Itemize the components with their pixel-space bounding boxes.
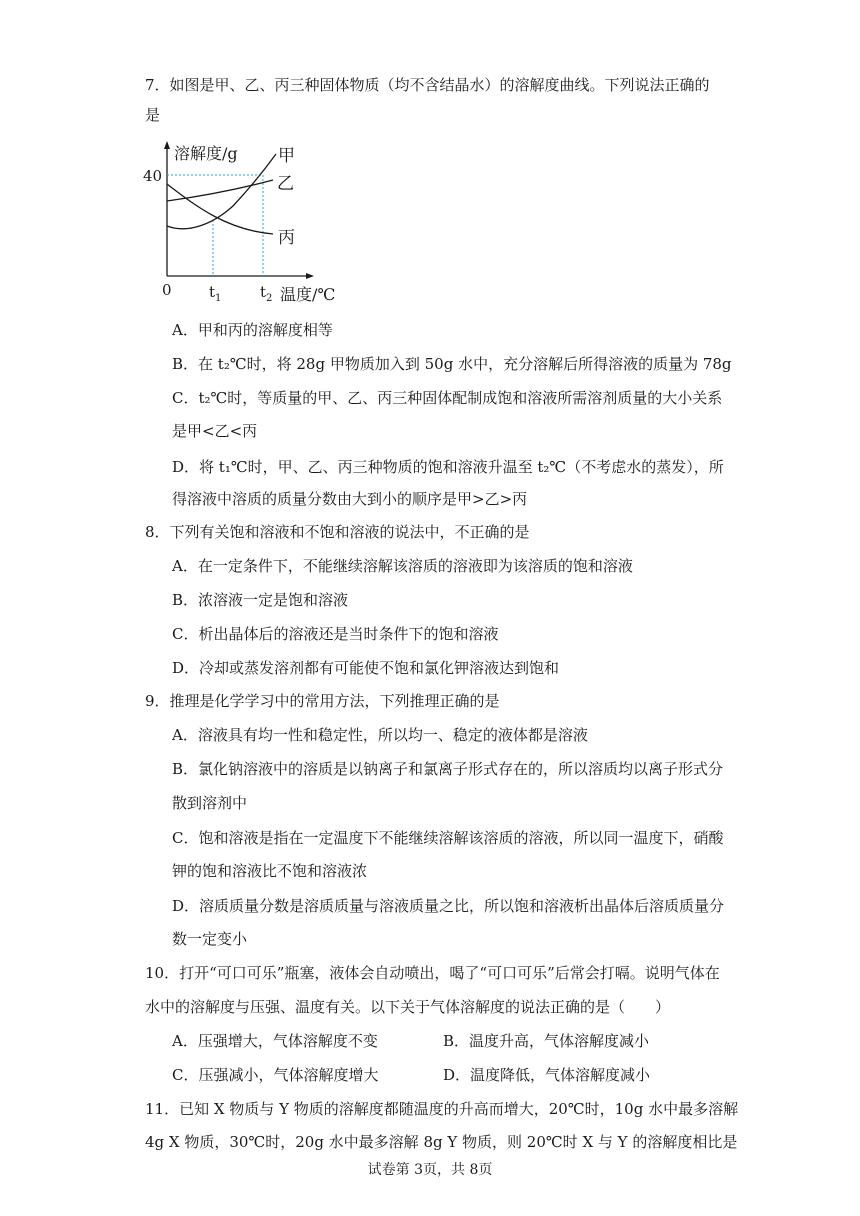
q11-stem-line1: 11．已知 X 物质与 Y 物质的溶解度都随温度的升高而增大，20℃时，10g 水中最多溶解 (145, 1100, 739, 1118)
q9-option-b-line2: 散到溶剂中 (172, 794, 248, 812)
x-axis-label: 温度/℃ (280, 285, 336, 304)
q7-option-b: B．在 t₂℃时，将 28g 甲物质加入到 50g 水中，充分溶解后所得溶液的质量为 78g (172, 355, 732, 373)
q11-stem-line2: 4g X 物质，30℃时，20g 水中最多溶解 8g Y 物质，则 20℃时 X 与 Y 的溶解度相比是 (145, 1133, 738, 1151)
q10-stem-line2: 水中的溶解度与压强、温度有关。以下关于气体溶解度的说法正确的是（ ） (145, 998, 671, 1016)
page-footer: 试卷第 3页，共 8页 (367, 1162, 493, 1178)
y-tick-40: 40 (143, 167, 163, 185)
q9-option-b-line1: B．氯化钠溶液中的溶质是以钠离子和氯离子形式存在的，所以溶质均以离子形式分 (172, 760, 724, 778)
label-jia: 甲 (278, 146, 295, 166)
q10-stem-line1: 10．打开“可口可乐”瓶塞，液体会自动喷出，喝了“可口可乐”后常会打嗝。说明气体在 (145, 964, 720, 982)
q8-option-b: B．浓溶液一定是饱和溶液 (172, 591, 349, 609)
q8-stem: 8．下列有关饱和溶液和不饱和溶液的说法中，不正确的是 (145, 523, 530, 541)
curve-bing (167, 184, 273, 234)
q9-option-d-line1: D．溶质质量分数是溶质质量与溶液质量之比，所以饱和溶液析出晶体后溶质质量分 (172, 897, 725, 915)
q10-option-a: A．压强增大，气体溶解度不变 (172, 1032, 378, 1050)
t1-label: $t_1$ (209, 283, 222, 304)
q7-stem-line2: 是 (145, 106, 161, 124)
q8-option-c: C．析出晶体后的溶液还是当时条件下的饱和溶液 (172, 625, 499, 643)
q9-option-d-line2: 数一定变小 (172, 930, 248, 948)
curve-yi (167, 180, 273, 201)
q10-option-c: C．压强减小，气体溶解度增大 (172, 1066, 379, 1084)
q9-stem: 9．推理是化学学习中的常用方法，下列推理正确的是 (145, 692, 500, 710)
q10-option-b: B．温度升高，气体溶解度减小 (443, 1032, 650, 1050)
t2-label: $t_2$ (260, 283, 273, 304)
q9-option-c-line2: 钾的饱和溶液比不饱和溶液浓 (172, 862, 368, 880)
q8-option-a: A．在一定条件下，不能继续溶解该溶质的溶液即为该溶质的饱和溶液 (172, 557, 633, 575)
label-bing: 丙 (278, 228, 295, 248)
q10-option-d: D．温度降低，气体溶解度减小 (443, 1066, 651, 1084)
y-axis-arrow (164, 141, 170, 149)
y-axis-label: 溶解度/g (174, 144, 238, 163)
q8-option-d: D．冷却或蒸发溶剂都有可能使不饱和氯化钾溶液达到饱和 (172, 659, 560, 677)
q9-option-c-line1: C．饱和溶液是指在一定温度下不能继续溶解该溶质的溶液，所以同一温度下，硝酸 (172, 829, 724, 847)
q7-option-a: A．甲和丙的溶解度相等 (172, 321, 333, 339)
origin-label: 0 (162, 281, 172, 299)
q7-option-c-line1: C．t₂℃时，等质量的甲、乙、丙三种固体配制成饱和溶液所需溶剂质量的大小关系 (172, 389, 723, 407)
q7-option-d-line2: 得溶液中溶质的质量分数由大到小的顺序是甲>乙>丙 (172, 490, 528, 508)
label-yi: 乙 (277, 174, 294, 194)
solubility-curve-graph (143, 138, 358, 308)
q9-option-a: A．溶液具有均一性和稳定性，所以均一、稳定的液体都是溶液 (172, 726, 588, 744)
q7-option-d-line1: D．将 t₁℃时，甲、乙、丙三种物质的饱和溶液升温至 t₂℃（不考虑水的蒸发），所 (172, 458, 724, 476)
q7-option-c-line2: 是甲<乙<丙 (172, 422, 258, 440)
q7-stem-line1: 7．如图是甲、乙、丙三种固体物质（均不含结晶水）的溶解度曲线。下列说法正确的 (145, 76, 710, 94)
x-axis-arrow (306, 273, 314, 279)
